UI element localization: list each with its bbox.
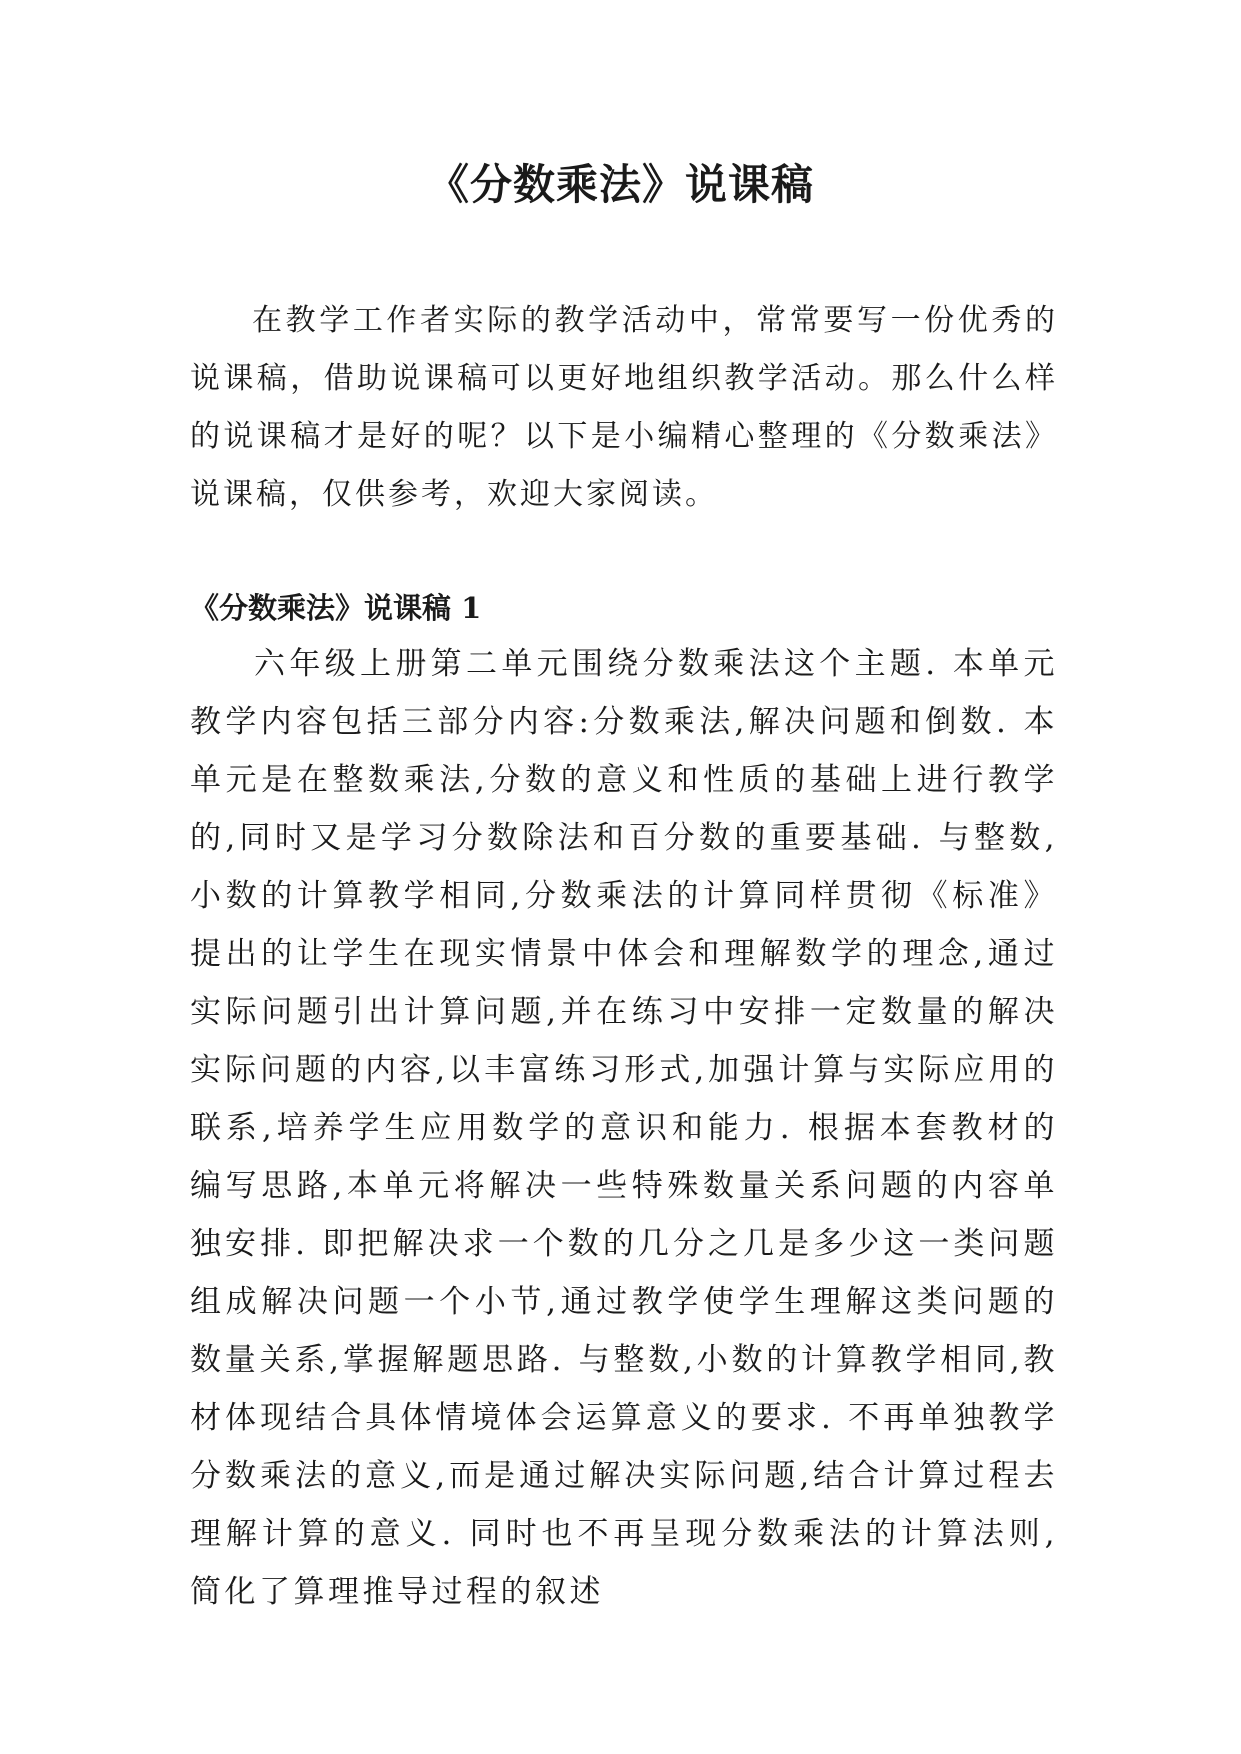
section-body-paragraph: 六年级上册第二单元围绕分数乘法这个主题. 本单元教学内容包括三部分内容:分数乘法,解决问题和倒数. 本单元是在整数乘法,分数的意义和性质的基础上进行教学的,同时又是学习分数除法和百分数的重要基础. 与整数,小数的计算教学相同,分数乘法的计算同样贯彻《标准》提出的让学生在现实情景中体会和理解数学的理念,通过实际问题引出计算问题,并在练习中安排一定数量的解决实际问题的内容,以丰富练习形式,加强计算与实际应用的联系,培养学生应用数学的意识和能力. 根据本套教材的编写思路,本单元将解决一些特殊数量关系问题的内容单独安排. 即把解决求一个数的几分之几是多少这一类问题组成解决问题一个小节,通过教学使学生理解这类问题的数量关系,掌握解题思路. 与整数,小数的计算教学相同,教材体现结合具体情境体会运算意义的要求. 不再单独教学分数乘法的意义,而是通过解决实际问题,结合计算过程去理解计算的意义. 同时也不再呈现分数乘法的计算法则,简化了算理推导过程的叙述 — [190, 646, 1058, 1610]
section-heading: 《分数乘法》说课稿 1 — [190, 591, 482, 625]
document-title: 《分数乘法》说课稿 — [426, 160, 814, 209]
intro-paragraph: 在教学工作者实际的教学活动中，常常要写一份优秀的说课稿，借助说课稿可以更好地组织教学活动。那么什么样的说课稿才是好的呢？以下是小编精心整理的《分数乘法》说课稿，仅供参考，欢迎大家阅读。 — [190, 303, 1058, 512]
